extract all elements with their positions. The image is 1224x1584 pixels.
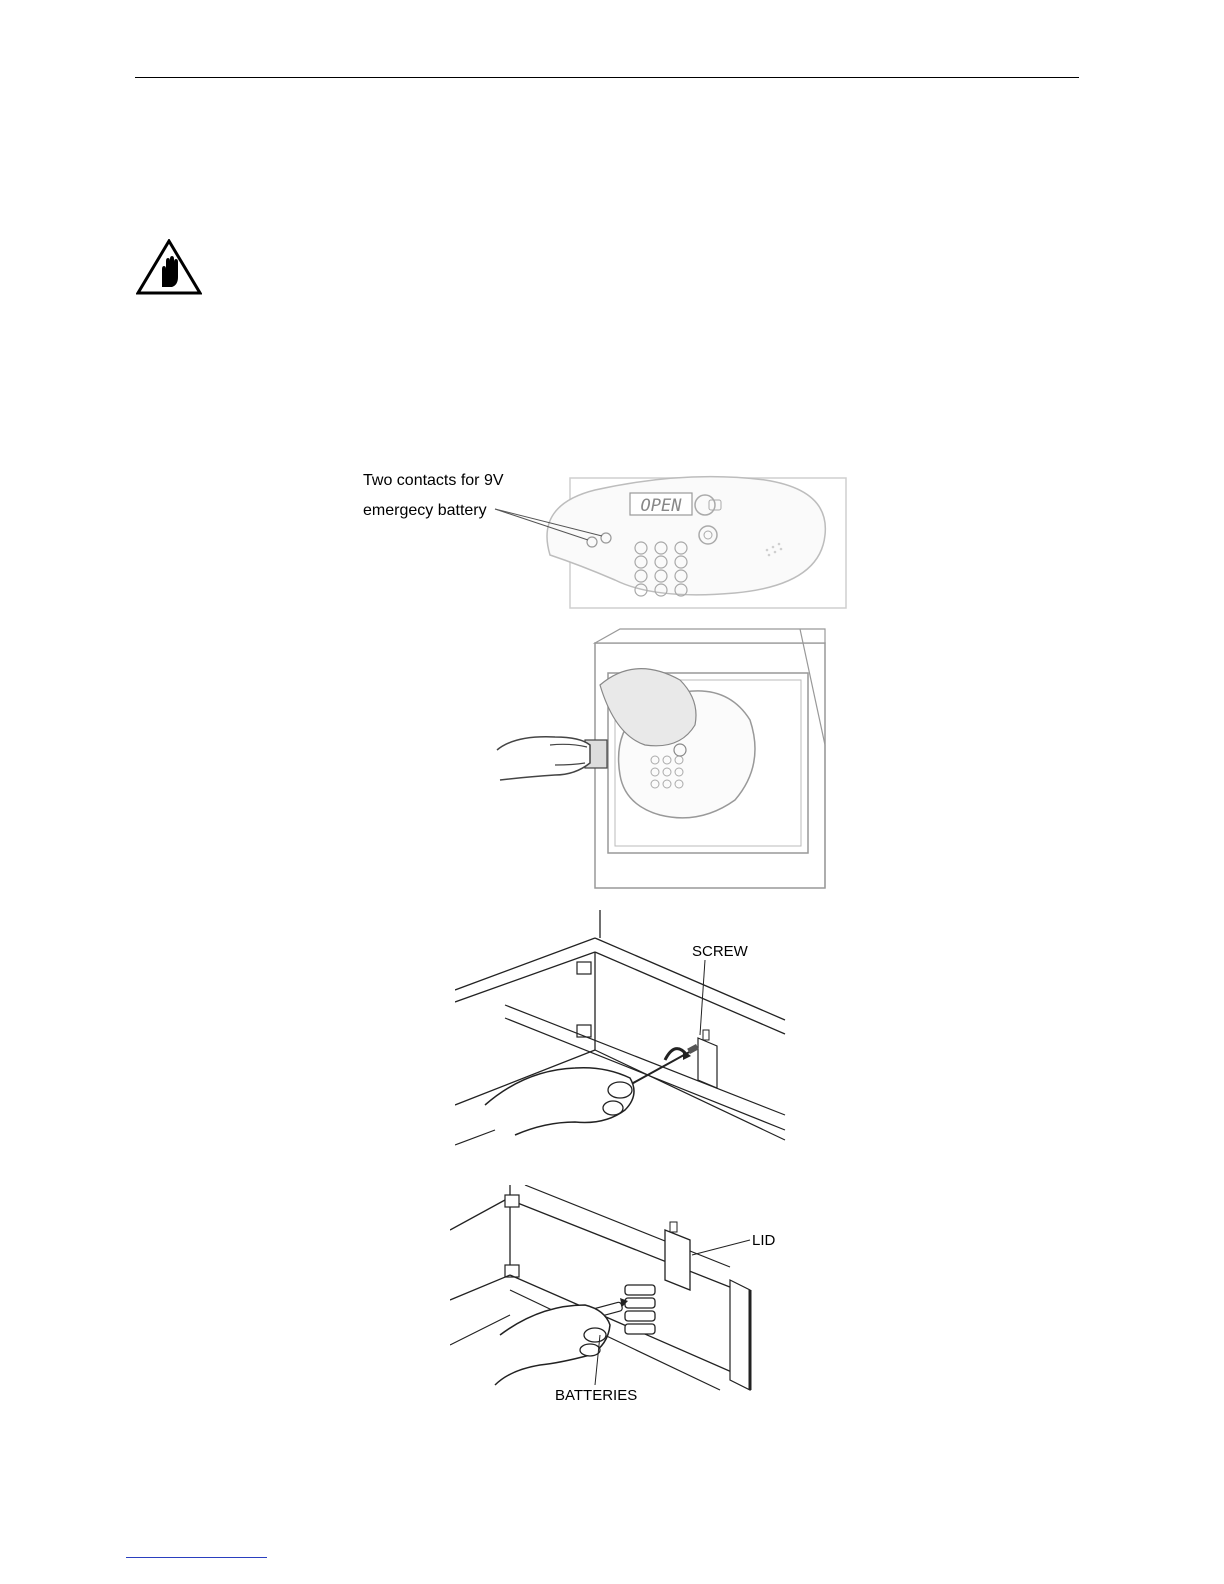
- footer-link-underline: [126, 1557, 267, 1558]
- figure-replace-batteries: [450, 1185, 790, 1405]
- figure-safe-emergency-battery: [495, 625, 835, 890]
- lid-label: LID: [752, 1232, 776, 1249]
- callout-line-1: Two contacts for 9V: [363, 472, 504, 489]
- screw-label: SCREW: [692, 943, 748, 960]
- callout-line-2: emergecy battery: [363, 502, 487, 519]
- warning-hand-icon: [136, 239, 202, 295]
- batteries-label: BATTERIES: [555, 1387, 638, 1404]
- header-rule: [135, 77, 1079, 78]
- svg-text:OPEN: OPEN: [640, 496, 682, 516]
- figure-remove-screw: [455, 910, 790, 1160]
- figure-keypad-panel: [355, 465, 855, 615]
